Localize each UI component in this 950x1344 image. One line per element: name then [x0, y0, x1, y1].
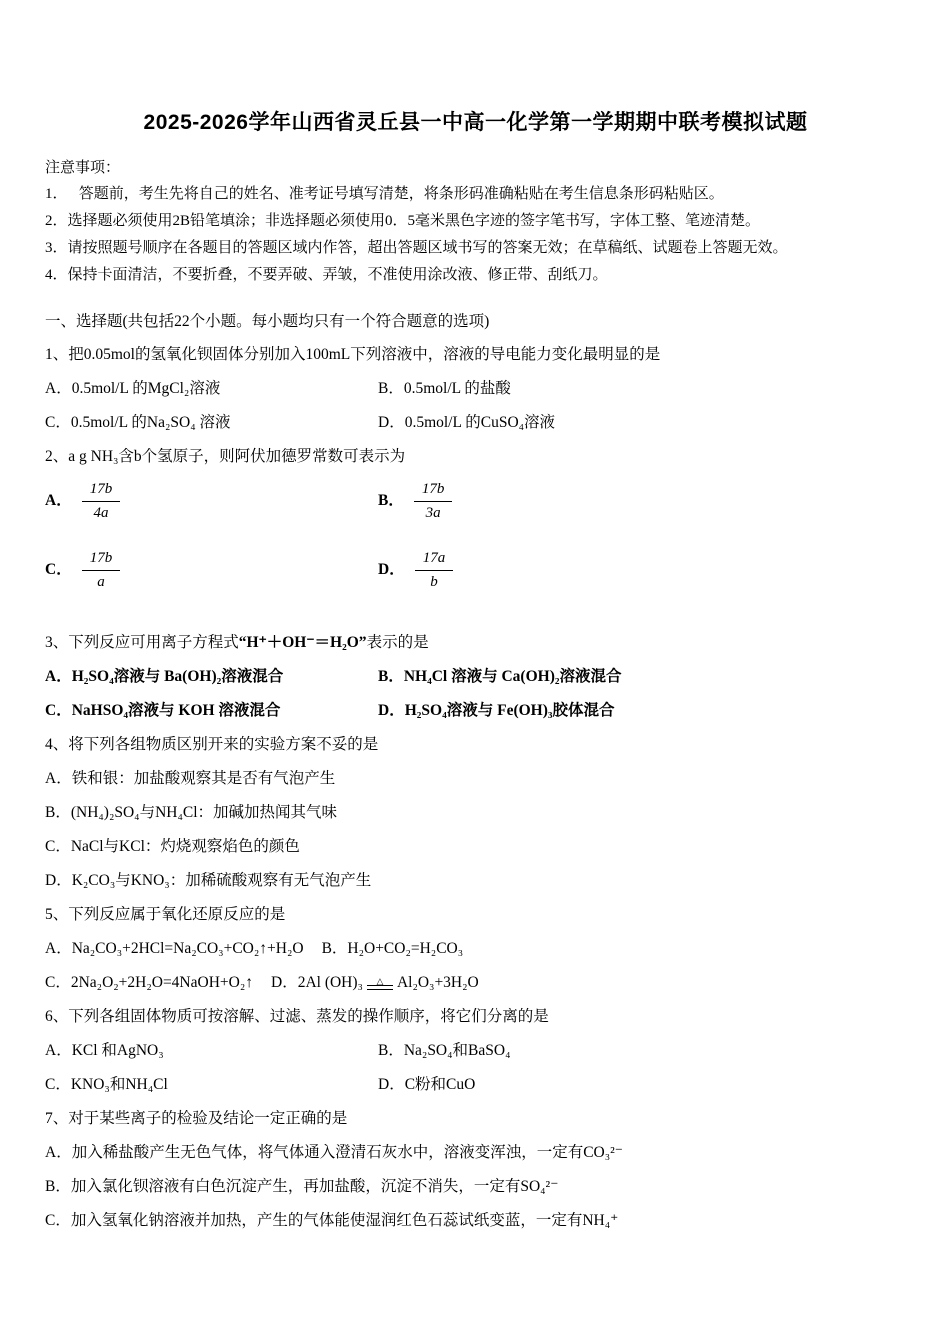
section-heading: 一、选择题(共包括22个小题。每小题均只有一个符合题意的选项)	[45, 313, 490, 330]
question-1-option-c: C．0.5mol/L 的Na₂SO₄ 溶液	[45, 414, 231, 431]
notice-heading: 注意事项：	[45, 160, 121, 176]
heated-equals-icon	[367, 977, 393, 990]
fraction-numerator: 17a	[415, 549, 454, 571]
question-2-stem: 2、a g NH₃含b个氢原子，则阿伏加德罗常数可表示为	[45, 448, 406, 465]
question-7-option-c: C．加入氢氧化钠溶液并加热，产生的气体能使湿润红色石蕊试纸变蓝，一定有NH₄⁺	[45, 1212, 619, 1229]
fraction-denominator: 4a	[93, 505, 109, 521]
question-6-option-c: C．KNO₃和NH₄Cl	[45, 1076, 168, 1093]
question-3-option-d: D．H₂SO₄溶液与 Fe(OH)₃胶体混合	[378, 702, 615, 719]
question-1-options	[45, 378, 906, 446]
question-3-stem	[45, 632, 906, 654]
question-5-options-row-2	[45, 972, 906, 994]
question-1-option-d: D．0.5mol/L 的CuSO₄溶液	[378, 414, 556, 431]
exam-title: 2025-2026学年山西省灵丘县一中高一化学第一学期期中联考模拟试题	[143, 111, 808, 134]
question-3-option-a: A．H₂SO₄溶液与 Ba(OH)₂溶液混合	[45, 668, 284, 685]
notice-section	[45, 156, 906, 285]
question-5-options-row-1	[45, 938, 906, 960]
question-5-option-d-right: Al₂O₃+3H₂O	[396, 974, 479, 991]
fraction	[82, 480, 121, 523]
question-6-options	[45, 1040, 906, 1108]
question-5-option-c: C．2Na₂O₂+2H₂O=4NaOH+O₂↑	[45, 974, 253, 991]
question-4-option-b: B．(NH₄)₂SO₄与NH₄Cl：加碱加热闻其气味	[45, 804, 338, 821]
question-4-option-a: A．铁和银：加盐酸观察其是否有气泡产生	[45, 770, 336, 787]
question-2-option-a	[45, 480, 378, 523]
question-3	[45, 632, 906, 734]
fraction-numerator: 17b	[82, 549, 121, 571]
notice-item-4: 4．保持卡面清洁，不要折叠，不要弄破、弄皱，不准使用涂改液、修正带、刮纸刀。	[45, 267, 608, 283]
fraction	[414, 480, 453, 523]
question-4-stem: 4、将下列各组物质区别开来的实验方案不妥的是	[45, 736, 379, 753]
question-6-option-b: B．Na₂SO₄和BaSO₄	[378, 1042, 511, 1059]
triangle-delta-icon: △	[376, 975, 384, 986]
question-4-option-c: C．NaCl与KCl：灼烧观察焰色的颜色	[45, 838, 300, 855]
fraction-denominator: b	[430, 574, 438, 590]
question-3-stem-post: 表示的是	[366, 634, 429, 651]
question-1-option-a: A．0.5mol/L 的MgCl₂溶液	[45, 380, 221, 397]
question-3-ionic-equation: “H⁺＋OH⁻＝H₂O”	[238, 634, 367, 651]
question-4	[45, 734, 906, 892]
option-letter: D．	[378, 561, 405, 579]
question-3-options	[45, 666, 906, 734]
question-5-option-b: B．H₂O+CO₂=H₂CO₃	[321, 940, 464, 957]
question-2-options-row-2	[45, 549, 906, 592]
fraction-denominator: a	[97, 574, 105, 590]
question-1-stem: 1、把0.05mol的氢氧化钡固体分别加入100mL下列溶液中，溶液的导电能力变化最明显的是	[45, 346, 661, 363]
question-6-option-a: A．KCl 和AgNO₃	[45, 1042, 164, 1059]
fraction-numerator: 17b	[414, 480, 453, 502]
question-5-option-a: A．Na₂CO₃+2HCl=Na₂CO₃+CO₂↑+H₂O	[45, 940, 304, 957]
notice-item-3: 3．请按照题号顺序在各题目的答题区域内作答，超出答题区域书写的答案无效；在草稿纸、试题卷上答题无效。	[45, 240, 788, 256]
question-5-option-d	[271, 972, 479, 994]
question-3-stem-pre: 3、下列反应可用离子方程式	[45, 634, 239, 651]
question-7-stem: 7、对于某些离子的检验及结论一定正确的是	[45, 1110, 348, 1127]
question-2	[45, 446, 906, 592]
question-2-option-b	[378, 480, 906, 523]
question-1-option-b: B．0.5mol/L 的盐酸	[378, 380, 511, 397]
option-letter: B．	[378, 492, 404, 510]
question-6-option-d: D．C粉和CuO	[378, 1076, 476, 1093]
fraction-numerator: 17b	[82, 480, 121, 502]
question-5-option-d-left: D．2Al (OH)₃	[271, 974, 363, 991]
question-1	[45, 344, 906, 446]
fraction	[415, 549, 454, 592]
question-6	[45, 1006, 906, 1108]
double-equals-line	[367, 985, 393, 990]
question-3-option-b: B．NH₄Cl 溶液与 Ca(OH)₂溶液混合	[378, 668, 622, 685]
fraction-denominator: 3a	[425, 505, 441, 521]
notice-item-1: 1． 答题前，考生先将自己的姓名、准考证号填写清楚，将条形码准确粘贴在考生信息条形码粘贴区。	[45, 186, 724, 202]
option-letter: A．	[45, 492, 72, 510]
question-7	[45, 1108, 906, 1232]
notice-item-2: 2．选择题必须使用2B铅笔填涂；非选择题必须使用0．5毫米黑色字迹的签字笔书写，字体工整、笔迹清楚。	[45, 213, 761, 229]
fraction	[82, 549, 121, 592]
question-3-option-c: C．NaHSO₄溶液与 KOH 溶液混合	[45, 702, 281, 719]
question-5-stem: 5、下列反应属于氧化还原反应的是	[45, 906, 286, 923]
question-7-option-a: A．加入稀盐酸产生无色气体，将气体通入澄清石灰水中，溶液变浑浊，一定有CO₃²⁻	[45, 1144, 623, 1161]
question-5	[45, 904, 906, 994]
question-2-option-d	[378, 549, 906, 592]
question-2-options-row-1	[45, 480, 906, 523]
option-letter: C．	[45, 561, 72, 579]
question-4-option-d: D．K₂CO₃与KNO₃：加稀硫酸观察有无气泡产生	[45, 872, 372, 889]
question-6-stem: 6、下列各组固体物质可按溶解、过滤、蒸发的操作顺序，将它们分离的是	[45, 1008, 549, 1025]
question-2-option-c	[45, 549, 378, 592]
question-7-option-b: B．加入氯化钡溶液有白色沉淀产生，再加盐酸，沉淀不消失，一定有SO₄²⁻	[45, 1178, 559, 1195]
